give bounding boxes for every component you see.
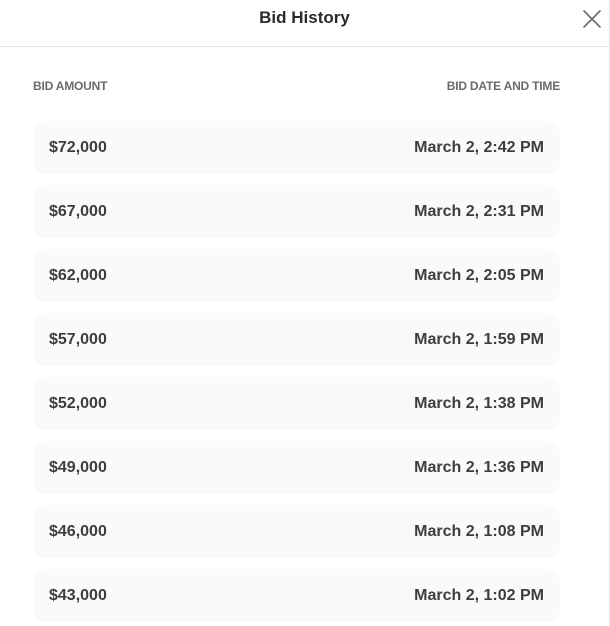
bid-datetime: March 2, 1:59 PM	[414, 330, 544, 348]
bid-amount: $49,000	[49, 458, 107, 476]
bid-amount: $72,000	[49, 138, 107, 156]
bid-amount: $52,000	[49, 394, 107, 412]
bid-datetime: March 2, 2:42 PM	[414, 138, 544, 156]
close-button[interactable]	[581, 8, 603, 30]
bid-list	[33, 121, 560, 626]
bid-row	[33, 121, 560, 174]
bid-row	[33, 505, 560, 558]
column-header-datetime: BID DATE AND TIME	[446, 79, 560, 93]
bid-datetime: March 2, 2:31 PM	[414, 202, 544, 220]
bid-amount: $46,000	[49, 522, 107, 540]
column-header-amount: BID AMOUNT	[33, 79, 108, 93]
bid-row	[33, 569, 560, 622]
bid-amount: $57,000	[49, 330, 107, 348]
bid-row	[33, 185, 560, 238]
bid-row	[33, 249, 560, 302]
bid-datetime: March 2, 2:05 PM	[414, 266, 544, 284]
bid-row	[33, 441, 560, 494]
modal-title: Bid History	[259, 8, 350, 27]
bid-amount: $67,000	[49, 202, 107, 220]
bid-datetime: March 2, 1:08 PM	[414, 522, 544, 540]
bid-row	[33, 377, 560, 430]
bid-amount: $43,000	[49, 586, 107, 604]
close-icon	[581, 8, 603, 30]
bid-datetime: March 2, 1:02 PM	[414, 586, 544, 604]
bid-row	[33, 313, 560, 366]
bid-datetime: March 2, 1:38 PM	[414, 394, 544, 412]
column-headers	[33, 79, 560, 93]
modal-header	[0, 0, 609, 47]
bid-datetime: March 2, 1:36 PM	[414, 458, 544, 476]
bid-amount: $62,000	[49, 266, 107, 284]
